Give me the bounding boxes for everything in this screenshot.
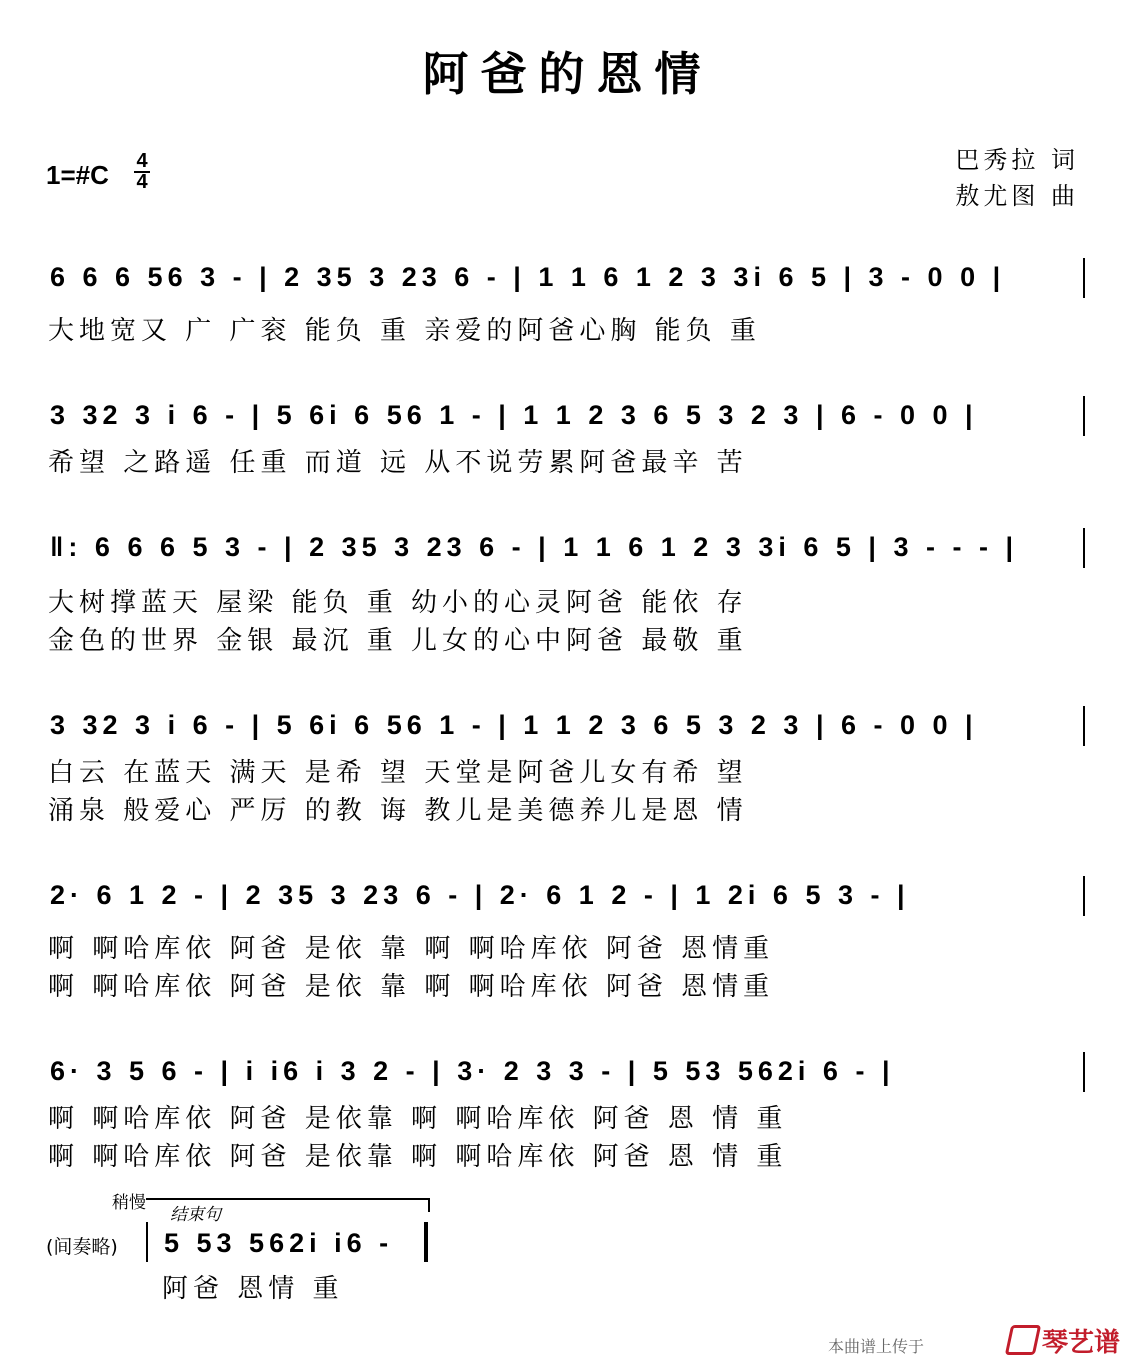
coda-notation: 5 53 562i i6 - bbox=[164, 1228, 394, 1258]
notation-line-3: ‖: 6 6 6 5 3 - | 2 35 3 23 6 - | 1 1 6 1 2 3 3i 6 5 | 3 - - - | bbox=[50, 532, 1018, 562]
lyric-line-6-1: 啊 啊哈库依 阿爸 是依靠 啊 啊哈库依 阿爸 恩 情 重 bbox=[48, 1104, 788, 1134]
notation-line-1: 6 6 6 56 3 - | 2 35 3 23 6 - | 1 1 6 1 2 3 3i 6 5 | 3 - 0 0 | bbox=[50, 262, 1006, 292]
lyric-line-3-1: 大树撑蓝天 屋梁 能负 重 幼小的心灵阿爸 能依 存 bbox=[48, 588, 748, 618]
key-signature: 1=#C bbox=[46, 160, 109, 190]
repeat-barline bbox=[146, 1222, 148, 1262]
notation-line-4: 3 32 3 i 6 - | 5 6i 6 56 1 - | 1 1 2 3 6 5 3 2 3 | 6 - 0 0 | bbox=[50, 710, 978, 740]
end-barline bbox=[1083, 876, 1085, 916]
lyric-line-4-1: 白云 在蓝天 满天 是希 望 天堂是阿爸儿女有希 望 bbox=[48, 758, 748, 788]
end-barline bbox=[1083, 528, 1085, 568]
page-title: 阿爸的恩情 bbox=[422, 47, 713, 101]
final-barline bbox=[424, 1222, 428, 1262]
watermark-text: 本曲谱上传于 bbox=[828, 1337, 925, 1356]
site-logo bbox=[1008, 1322, 1120, 1359]
lyric-line-2-1: 希望 之路遥 任重 而道 远 从不说劳累阿爸最辛 苦 bbox=[48, 448, 748, 478]
end-barline bbox=[1083, 396, 1085, 436]
coda-lyrics: 阿爸 恩情 重 bbox=[162, 1274, 344, 1304]
logo-icon bbox=[1005, 1325, 1041, 1355]
notation-line-2: 3 32 3 i 6 - | 5 6i 6 56 1 - | 1 1 2 3 6 5 3 2 3 | 6 - 0 0 | bbox=[50, 400, 978, 430]
lyric-line-6-2: 啊 啊哈库依 阿爸 是依靠 啊 啊哈库依 阿爸 恩 情 重 bbox=[48, 1142, 788, 1172]
lyric-line-1-1: 大地宽又 广 广衮 能负 重 亲爱的阿爸心胸 能负 重 bbox=[48, 316, 761, 346]
lyricist: 巴秀拉 词 bbox=[955, 146, 1079, 174]
lyric-line-4-2: 涌泉 般爱心 严厉 的教 诲 教儿是美德养儿是恩 情 bbox=[48, 796, 748, 826]
lyric-line-5-2: 啊 啊哈库依 阿爸 是依 靠 啊 啊哈库依 阿爸 恩情重 bbox=[48, 972, 775, 1002]
end-barline bbox=[1083, 258, 1085, 298]
tempo-mark: 稍慢 bbox=[112, 1193, 146, 1213]
end-barline bbox=[1083, 1052, 1085, 1092]
ending-label: 结束句 bbox=[170, 1205, 221, 1225]
lyric-line-3-2: 金色的世界 金银 最沉 重 儿女的心中阿爸 最敬 重 bbox=[48, 626, 748, 656]
composer: 敖尤图 曲 bbox=[955, 182, 1079, 210]
notation-line-5: 2· 6 1 2 - | 2 35 3 23 6 - | 2· 6 1 2 - | 1 2i 6 5 3 - | bbox=[50, 880, 910, 910]
notation-line-6: 6· 3 5 6 - | i i6 i 3 2 - | 3· 2 3 3 - | 5 53 562i 6 - | bbox=[50, 1056, 895, 1086]
interlude-note: (间奏略) bbox=[46, 1236, 118, 1258]
time-signature-bottom: 4 bbox=[136, 171, 148, 193]
time-signature bbox=[134, 152, 150, 192]
end-barline bbox=[1083, 706, 1085, 746]
lyric-line-5-1: 啊 啊哈库依 阿爸 是依 靠 啊 啊哈库依 阿爸 恩情重 bbox=[48, 934, 775, 964]
logo-text: 琴艺谱 bbox=[1042, 1328, 1121, 1358]
time-signature-top: 4 bbox=[136, 150, 148, 172]
